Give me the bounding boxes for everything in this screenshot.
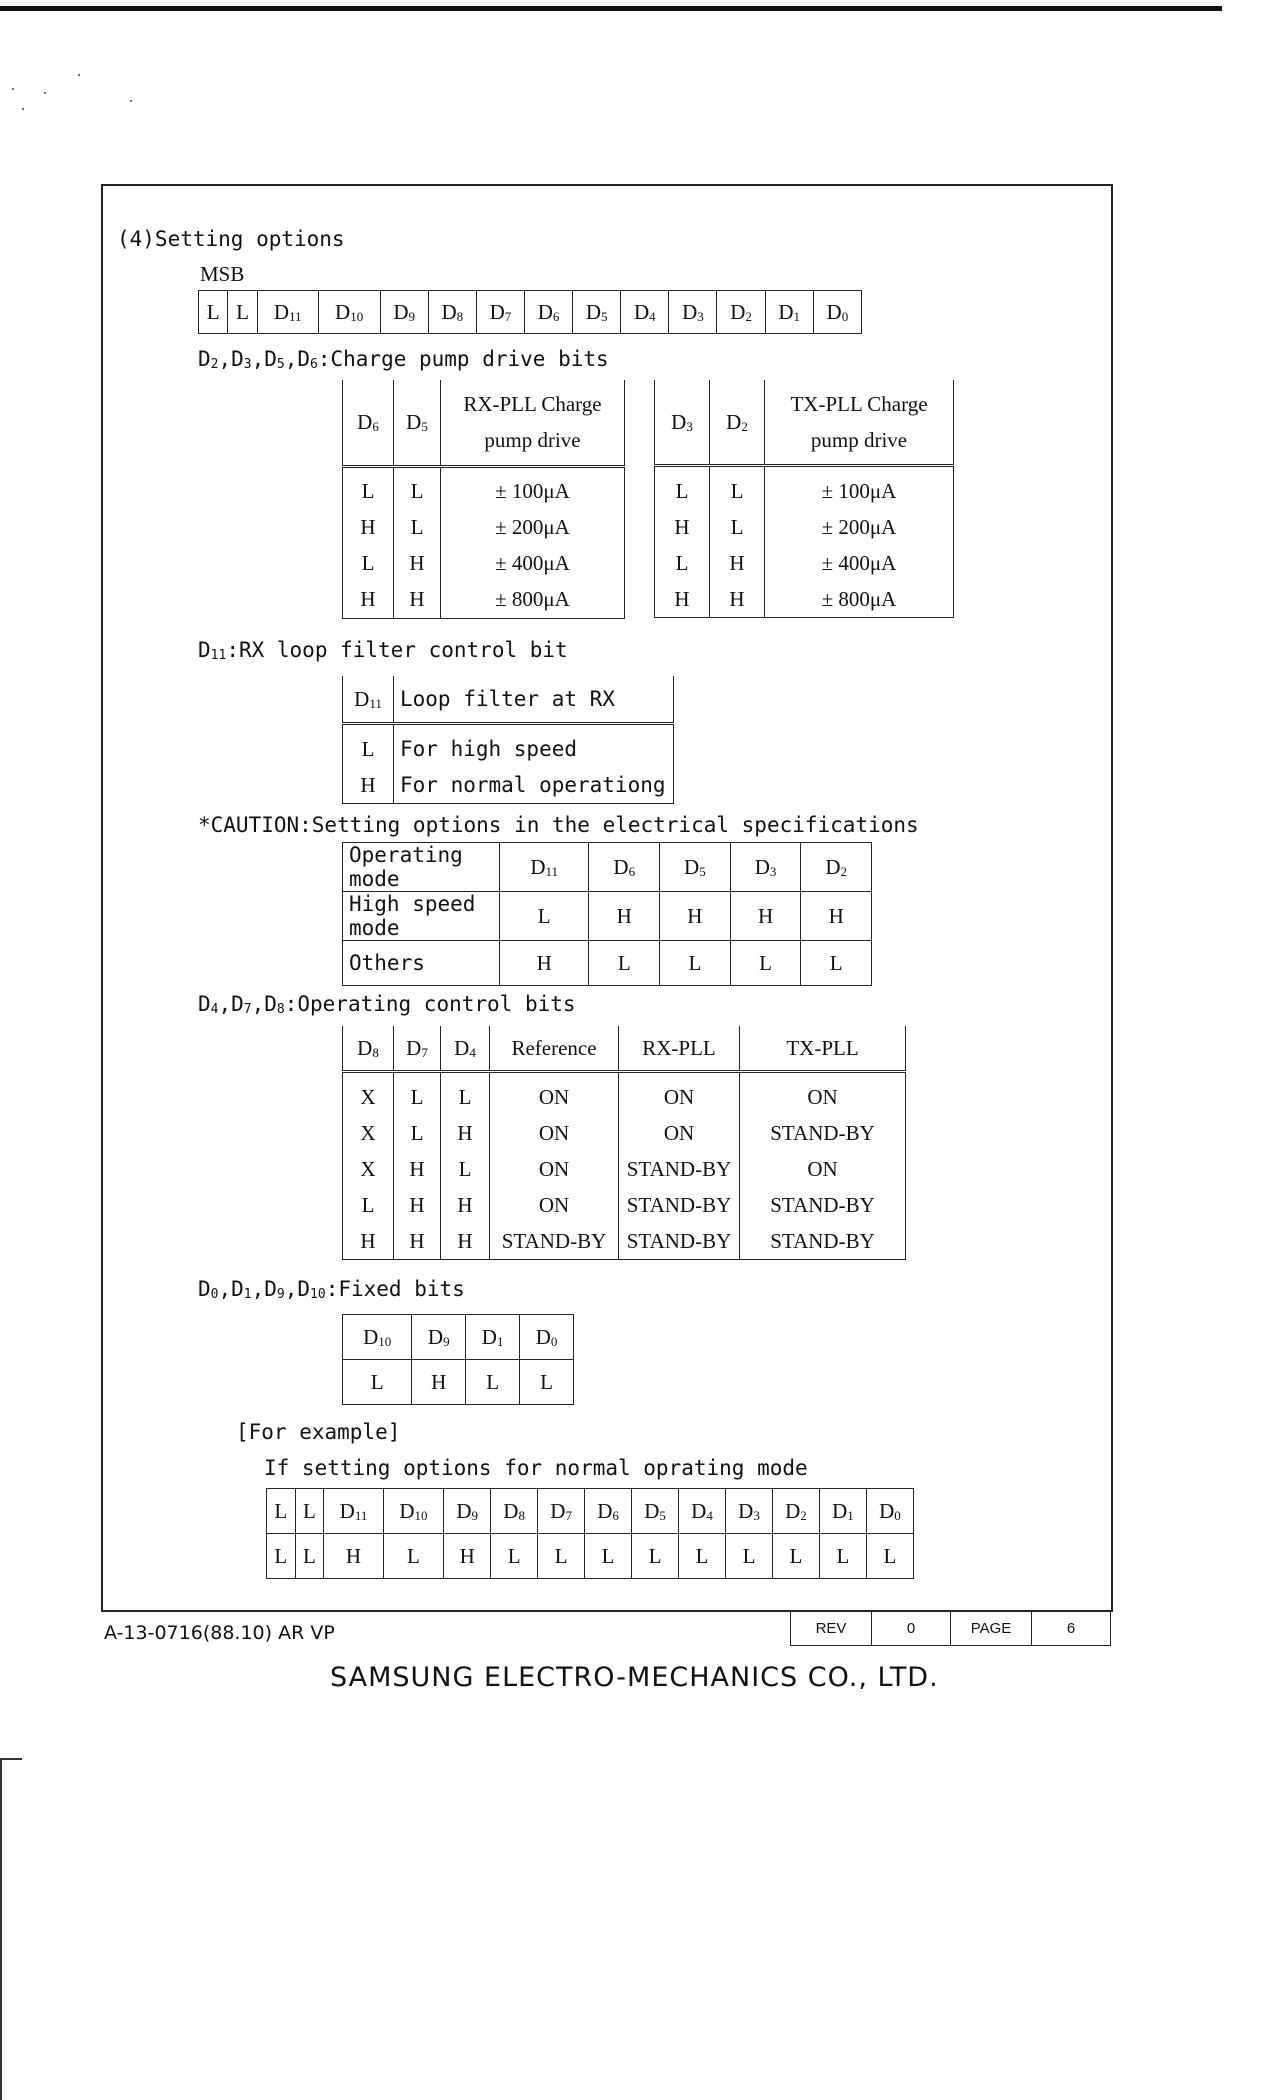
example-value: L [295,1534,324,1579]
charge-pump-caption: $D_2,D_3,D_5,D_6:Charge$ pump drive bits [198,347,609,372]
fixed-bit-header: $D_9$ [412,1315,466,1360]
tx-header-drive: TX-PLL Charge pump drive [765,380,954,466]
caution-cell: L [801,941,872,986]
fixed-bit-value: L [466,1360,520,1405]
rx-charge-cell: H [343,510,394,546]
caution-header: $D_6$ [589,843,660,892]
register-bit-cell: $D_6$ [524,291,572,334]
example-header: $D_2$ [772,1489,819,1534]
fixed-bit-header: $D_1$ [466,1315,520,1360]
tx-charge-cell: L [710,509,765,545]
example-header: $D_8$ [491,1489,538,1534]
example-value: H [444,1534,491,1579]
operating-cell: STAND-BY [490,1223,619,1260]
operating-header: $D_4$ [441,1026,490,1072]
tx-charge-pump-table [654,380,954,618]
operating-cell: ON [490,1151,619,1187]
example-header: $D_{11}$ [324,1489,383,1534]
operating-cell: H [343,1223,394,1260]
caution-cell: H [730,892,801,941]
caution-header: $D_3$ [730,843,801,892]
caution-header: $D_2$ [801,843,872,892]
caution-cell: Others [343,941,500,986]
company-name: SAMSUNG ELECTRO-MECHANICS CO., LTD. [330,1662,939,1693]
operating-cell: STAND-BY [619,1187,740,1223]
example-value: L [383,1534,443,1579]
example-header: $D_7$ [538,1489,585,1534]
operating-cell: STAND-BY [740,1187,906,1223]
operating-cell: L [394,1115,441,1151]
caution-cell: H [500,941,589,986]
example-header: L [295,1489,324,1534]
register-bit-cell: $D_2$ [717,291,765,334]
loop-filter-row [343,724,674,768]
example-header: $D_3$ [726,1489,773,1534]
rx-charge-cell: H [343,582,394,619]
rev-label: REV [815,1619,847,1637]
fixed-bit-value: L [520,1360,574,1405]
caution-cell: High speed mode [343,892,500,941]
tx-charge-cell: L [710,466,765,510]
tx-charge-cell: H [710,545,765,581]
rx-charge-cell: ± 800μA [441,582,625,619]
operating-cell: STAND-BY [740,1223,906,1260]
register-bit-cell: $D_8$ [428,291,476,334]
caution-cell: H [660,892,731,941]
register-bit-cell: $D_1$ [765,291,813,334]
caution-header: $D_5$ [660,843,731,892]
example-value: H [324,1534,383,1579]
caution-header: $D_{11}$ [500,843,589,892]
example-value: L [538,1534,585,1579]
example-value: L [632,1534,679,1579]
operating-cell: H [394,1187,441,1223]
caution-cell: L [660,941,731,986]
caution-row [343,892,872,941]
operating-control-table [342,1026,906,1260]
rx-charge-row [343,582,625,619]
register-bit-cell: $D_5$ [573,291,621,334]
msb-label: MSB [200,262,245,286]
tx-header-d2: $D_2$ [710,380,765,466]
loop-header-label: Loop filter at RX [394,676,674,724]
example-value: L [491,1534,538,1579]
scan-speck [130,100,132,102]
caution-cell: L [500,892,589,941]
example-header: $D_4$ [679,1489,726,1534]
rx-charge-row [343,546,625,582]
register-bit-cell: L [228,291,257,334]
operating-row [343,1072,906,1116]
bit-register-table [198,290,862,334]
revision-box [790,1610,1111,1646]
example-value: L [866,1534,913,1579]
fixed-bit-value: L [343,1360,412,1405]
operating-cell: ON [490,1187,619,1223]
tx-charge-cell: H [655,581,710,618]
operating-row [343,1223,906,1260]
register-bit-cell: $D_0$ [813,291,861,334]
rx-charge-cell: ± 400μA [441,546,625,582]
rx-charge-row [343,466,625,510]
rx-charge-cell: ± 200μA [441,510,625,546]
operating-caption: $D_4,D_7,D_8:Operating$ control bits [198,992,576,1017]
operating-cell: ON [619,1115,740,1151]
operating-cell: H [441,1115,490,1151]
rx-charge-cell: H [394,582,441,619]
page-label: PAGE [950,1611,1031,1645]
caution-row [343,941,872,986]
rx-charge-cell: L [394,510,441,546]
register-bit-cell: $D_9$ [380,291,428,334]
rx-charge-cell: ± 100μA [441,466,625,510]
tx-charge-cell: H [655,509,710,545]
operating-header: $D_8$ [343,1026,394,1072]
loop-filter-desc: For high speed [394,724,674,768]
tx-charge-cell: ± 100μA [765,466,954,510]
operating-cell: L [441,1072,490,1116]
fixed-bit-value: H [412,1360,466,1405]
example-value: L [772,1534,819,1579]
operating-cell: L [441,1151,490,1187]
example-header: $D_1$ [819,1489,866,1534]
fixed-bits-table [342,1314,574,1405]
operating-cell: ON [490,1115,619,1151]
operating-cell: ON [740,1072,906,1116]
operating-cell: X [343,1072,394,1116]
example-value: L [679,1534,726,1579]
operating-cell: ON [490,1072,619,1116]
example-header: $D_{10}$ [383,1489,443,1534]
tx-charge-row [655,581,954,618]
rx-header-d6: $D_6$ [343,380,394,466]
section-title: (4)Setting options [117,227,345,251]
rx-charge-row [343,510,625,546]
loop-filter-caption: $D_{11}:RX$ loop filter control bit [198,638,568,663]
example-text: If setting options for normal oprating mode [264,1456,808,1480]
register-bit-cell: $D_{10}$ [318,291,380,334]
operating-header: Reference [490,1026,619,1072]
tx-charge-row [655,509,954,545]
caution-cell: H [801,892,872,941]
operating-cell: STAND-BY [619,1151,740,1187]
register-bit-cell: L [199,291,228,334]
operating-cell: X [343,1115,394,1151]
loop-filter-table [342,676,674,804]
tx-charge-cell: L [655,545,710,581]
caution-table [342,842,872,986]
example-header: $D_5$ [632,1489,679,1534]
scan-edge-mark [0,1758,22,1760]
tx-charge-cell: H [710,581,765,618]
scan-speck [44,92,46,94]
loop-filter-desc: For normal operationg [394,767,674,804]
caution-header: Operating mode [343,843,500,892]
operating-cell: H [394,1223,441,1260]
example-value: L [819,1534,866,1579]
tx-charge-row [655,466,954,510]
fixed-bit-header: $D_{10}$ [343,1315,412,1360]
fixed-bits-caption: $D_0,D_1,D_9,D_{10}:Fixed$ bits [198,1277,465,1302]
example-table [266,1488,914,1579]
tx-charge-cell: L [655,466,710,510]
loop-filter-row [343,767,674,804]
tx-charge-cell: ± 400μA [765,545,954,581]
rx-charge-cell: H [394,546,441,582]
operating-cell: X [343,1151,394,1187]
tx-charge-row [655,545,954,581]
example-header: L [267,1489,296,1534]
scan-speck [12,88,14,90]
register-bit-cell: $D_{11}$ [257,291,318,334]
loop-filter-bit: H [343,767,394,804]
operating-cell: STAND-BY [619,1223,740,1260]
register-bit-cell: $D_7$ [476,291,524,334]
rx-charge-pump-table [342,380,625,619]
scan-speck [22,108,24,110]
operating-header: RX-PLL [619,1026,740,1072]
operating-cell: ON [619,1072,740,1116]
scan-edge-line [0,1758,2,2100]
caution-cell: H [589,892,660,941]
example-header: $D_9$ [444,1489,491,1534]
rx-header-d5: $D_5$ [394,380,441,466]
scan-speck [78,74,80,76]
tx-charge-cell: ± 200μA [765,509,954,545]
rx-charge-cell: L [343,546,394,582]
caution-cell: L [589,941,660,986]
tx-header-d3: $D_3$ [655,380,710,466]
register-bit-cell: $D_4$ [621,291,669,334]
example-value: L [585,1534,632,1579]
tx-charge-cell: ± 800μA [765,581,954,618]
top-rule [0,6,1222,11]
fixed-bit-header: $D_0$ [520,1315,574,1360]
rev-value: 0 [871,1611,950,1645]
example-heading: [For example] [236,1420,401,1444]
operating-row [343,1187,906,1223]
form-code: A-13-0716(88.10) AR VP [104,1622,335,1644]
loop-header-d11: $D_{11}$ [343,676,394,724]
operating-cell: STAND-BY [740,1115,906,1151]
example-header: $D_0$ [866,1489,913,1534]
operating-cell: L [343,1187,394,1223]
example-value: L [267,1534,296,1579]
caution-cell: L [730,941,801,986]
operating-row [343,1151,906,1187]
operating-row [343,1115,906,1151]
caution-caption: *CAUTION:Setting options in the electrical specifications [198,813,919,837]
operating-header: $D_7$ [394,1026,441,1072]
register-bit-cell: $D_3$ [669,291,717,334]
operating-header: TX-PLL [740,1026,906,1072]
page-value: 6 [1031,1611,1110,1645]
loop-filter-bit: L [343,724,394,768]
operating-cell: ON [740,1151,906,1187]
example-header: $D_6$ [585,1489,632,1534]
operating-cell: L [394,1072,441,1116]
rx-charge-cell: L [394,466,441,510]
operating-cell: H [441,1187,490,1223]
rx-charge-cell: L [343,466,394,510]
rx-header-drive: RX-PLL Charge pump drive [441,380,625,466]
example-value: L [726,1534,773,1579]
operating-cell: H [441,1223,490,1260]
operating-cell: H [394,1151,441,1187]
